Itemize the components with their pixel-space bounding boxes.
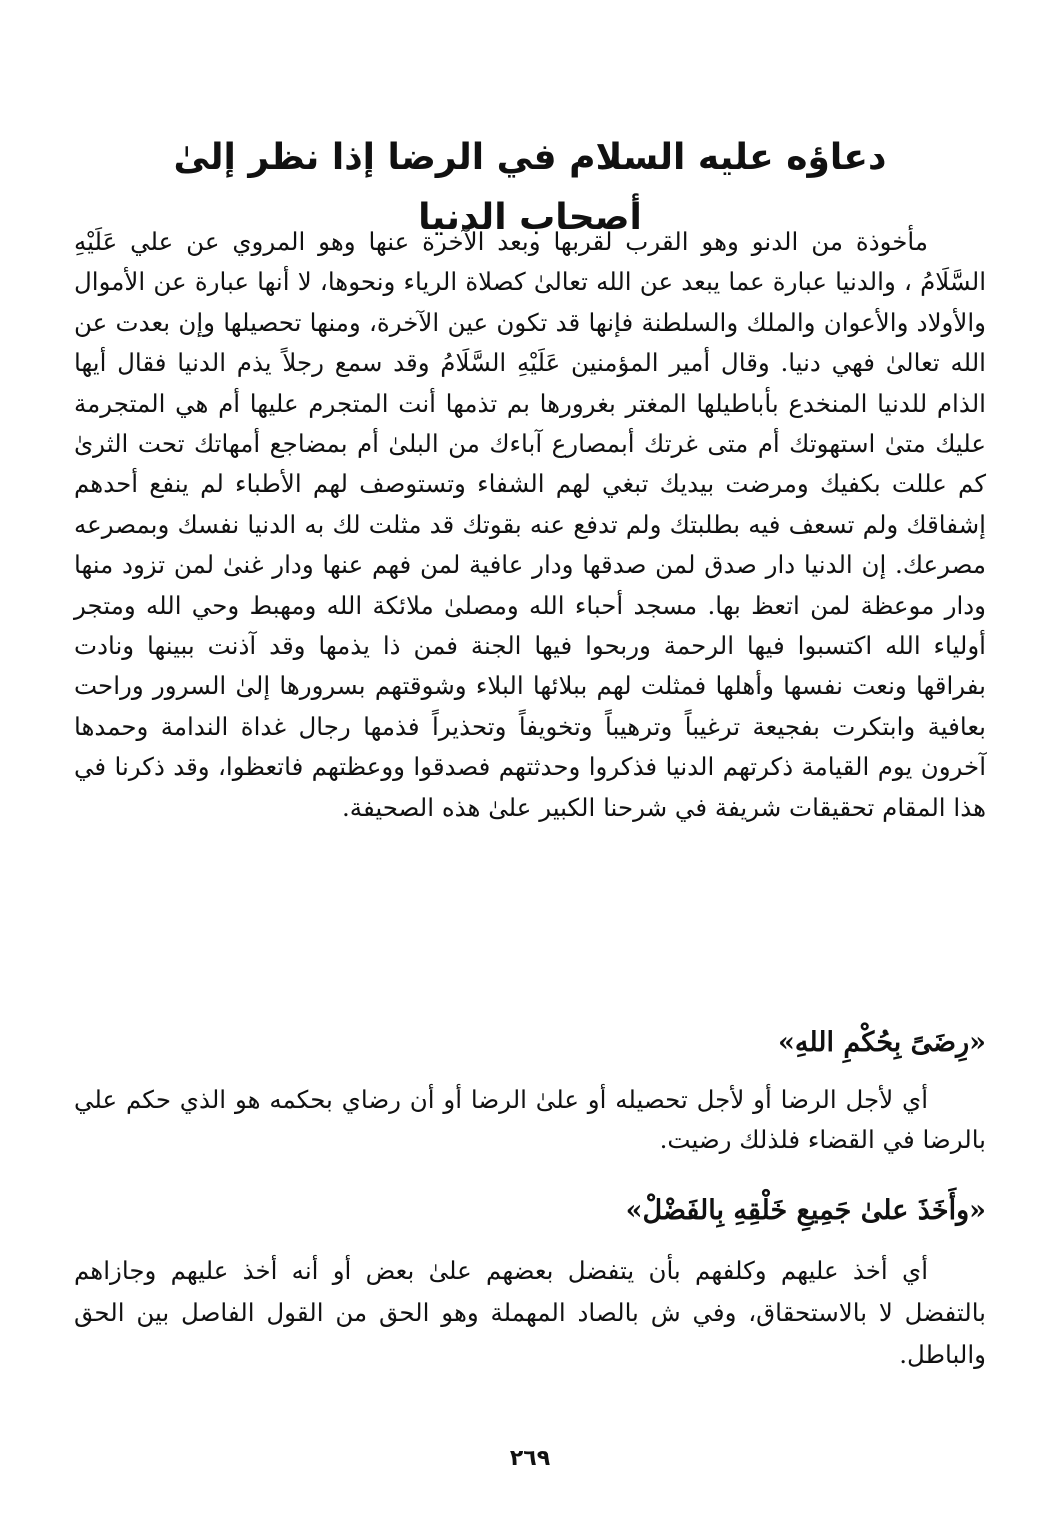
page-title: دعاؤه عليه السلام في الرضا إذا نظر إلىٰ أصحاب الدنيا [173,137,887,238]
paragraph-akhadha-commentary [74,1250,986,1376]
paragraph-intro [74,222,986,828]
quoted-phrase-akhadha: «وأَخَذَ علىٰ جَمِيعِ خَلْقِهِ بِالفَضْلْ» [625,1195,986,1226]
paragraph-intro-text: مأخوذة من الدنو وهو القرب لقربها وبعد الآخرة عنها وهو المروي عن علي عَلَيْهِ السَّلَامُ ، والدنيا عبارة عما يبعد عن الله تعالىٰ كصلاة الرياء ونحوها، لا أنها عبارة عن الأموال والأولاد والأعوان والملك والسلطنة فإنها قد تكون عين الآخرة، ومنها تحصيلها وإن بعدت عن الله تعالىٰ فهي دنيا. وقال أمير المؤمنين عَلَيْهِ السَّلَامُ وقد سمع رجلاً يذم الدنيا فقال أيها الذام للدنيا المنخدع بأباطيلها المغتر بغرورها بم تذمها أنت المتجرم عليها أم هي المتجرمة عليك متىٰ استهوتك أم متى غرتك أبمصارع آباءك من البلىٰ أم بمضاجع أمهاتك تحت الثرىٰ كم عللت بكفيك ومرضت بيديك تبغي لهم الشفاء وتستوصف لهم الأطباء لم ينفع أحدهم إشفاقك ولم تسعف فيه بطلبتك ولم تدفع عنه بقوتك قد مثلت لك به الدنيا نفسك وبمصرعه مصرعك. إن الدنيا دار صدق لمن صدقها ودار عافية لمن فهم عنها ودار غنىٰ لمن تزود منها ودار موعظة لمن اتعظ بها. مسجد أحباء الله ومصلىٰ ملائكة الله ومهبط وحي الله ومتجر أولياء الله اكتسبوا فيها الرحمة وربحوا فيها الجنة فمن ذا يذمها وقد آذنت ببينها ونادت بفراقها ونعت نفسها وأهلها فمثلت لهم ببلائها البلاء وشوقتهم بسرورها إلىٰ السرور وراحت بعافية وابتكرت بفجيعة ترغيباً وترهيباً وتخويفاً وتحذيراً فذمها رجال غداة الندامة وحمدها آخرون يوم القيامة ذكرتهم الدنيا فذكروا وحدثتهم فصدقوا ووعظتهم فاتعظوا، وقد ذكرنا في هذا المقام تحقيقات شريفة في شرحنا الكبير علىٰ هذه الصحيفة. [74,227,986,822]
paragraph-ridan-commentary [74,1080,986,1160]
paragraph-akhadha-text: أي أخذ عليهم وكلفهم بأن يتفضل بعضهم علىٰ بعض أو أنه أخذ عليهم وجازاهم بالتفضل لا بالاستحقاق، وفي ش بالصاد المهملة وهو الحق من القول الفاصل بين الحق والباطل. [74,1256,986,1369]
page-number: ٢٦٩ [509,1446,551,1471]
paragraph-ridan-text: أي لأجل الرضا أو لأجل تحصيله أو علىٰ الرضا أو أن رضاي بحكمه هو الذي حكم علي بالرضا في القضاء فلذلك رضيت. [74,1085,986,1154]
quoted-phrase-ridan: «رِضَىً بِحُكْمِ اللهِ» [778,1027,986,1058]
